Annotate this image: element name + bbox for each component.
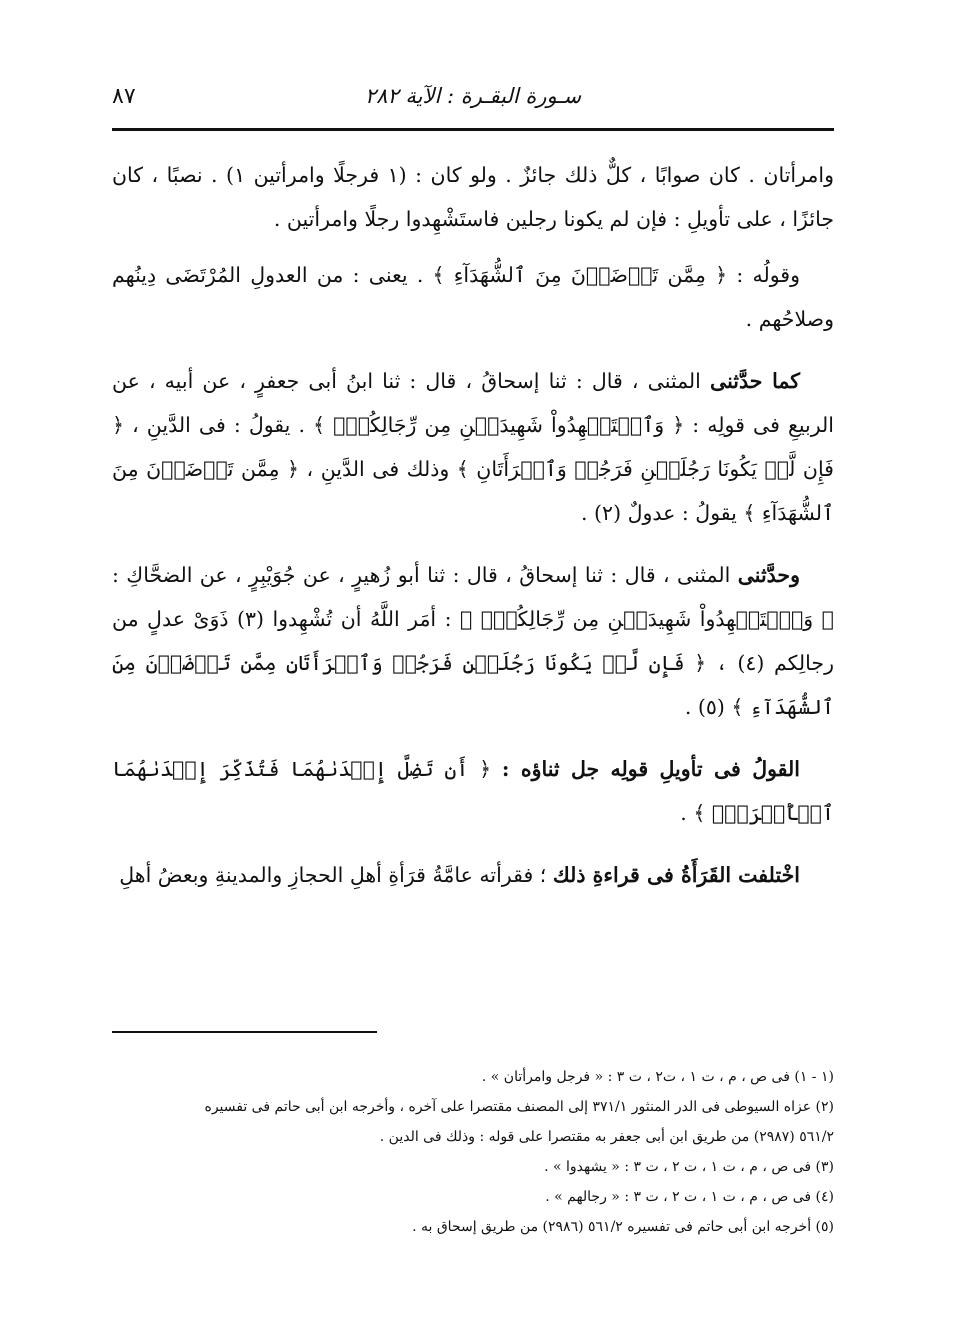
footnote: (٣) فى ص ، م ، ت ١ ، ت ٢ ، ت ٣ : « يشهدوا » . <box>544 1159 834 1175</box>
header-rule <box>112 128 834 131</box>
section-heading: القولُ فى تأويلِ قولِه جل ثناؤه : <box>501 757 800 781</box>
footnotes <box>112 1062 834 1242</box>
paragraph-text: المثنى ، قال : ثنا إسحاقُ ، قال : ثنا ابنُ أبى جعفرٍ ، عن أبيه ، عن الربيعِ فى قولِه : ﴿ وَٱسۡتَشۡهِدُواْ شَهِيدَيۡنِ مِن رِّجَالِكُمۡۖ ﴾ . يقولُ : فى الدَّينِ ، ﴿ فَإِن لَّمۡ يَكُونَا رَجُلَيۡنِ فَرَجُلٞ وَٱمۡرَأَتَانِ ﴾ وذلك فى الدَّينِ ، ﴿ مِمَّن تَرۡضَوۡنَ مِنَ ٱلشُّهَدَآءِ ﴾ يقولُ : عدولٌ (٢) . <box>112 369 834 525</box>
page-header <box>112 78 834 122</box>
footnote-rule <box>112 1031 377 1033</box>
paragraph-text: ؛ فقرأته عامَّةُ قرَأةِ أهلِ الحجازِ والمدينةِ وبعضُ أهلِ <box>119 863 553 887</box>
paragraph <box>112 253 834 341</box>
footnote-continuation: ٥٦١/٢ (٢٩٨٧) من طريق ابن أبى جعفر به مقتصرا على قوله : وذلك فى الدين . <box>379 1129 834 1145</box>
main-text <box>112 153 834 897</box>
paragraph <box>112 553 834 729</box>
paragraph <box>112 359 834 535</box>
running-title: سـورة البقـرة : الآية ٢٨٢ <box>364 84 582 108</box>
section-lead: اخْتلفت القَرَأَةُ فى قراءةِ ذلك <box>552 863 800 887</box>
paragraph <box>112 153 834 241</box>
paragraph-text: المثنى ، قال : ثنا إسحاقُ ، قال : ثنا أبو زُهيرٍ ، عن جُوَيْبِرٍ ، عن الضحَّاكِ : ﴿ وَٱسۡتَشۡهِدُواْ شَهِيدَيۡنِ مِن رِّجَالِكُمۡۖ ﴾ : أمَر اللَّهُ أن تُشْهِدوا (٣) ذَوَىْ عدلٍ من رجالِكم (٤) ، ﴿ فَإِن لَّمۡ يَكُونَا رَجُلَيۡنِ فَرَجُلٞ وَٱمۡرَأَتَانِ مِمَّن تَرۡضَوۡنَ مِنَ ٱلشُّهَدَآءِ ﴾ (٥) . <box>112 563 834 719</box>
paragraph-text: وامرأتان . كان صوابًا ، كلٌّ ذلك جائزٌ . ولو كان : (١ فرجلًا وامرأتين ١) . نصبًا ، كان جائزًا ، على تأويلِ : فإن لم يكونا رجلين فاستَشْهِدوا رجلًا وامرأتين . <box>112 163 835 231</box>
paragraph <box>112 853 834 897</box>
footnote: (٤) فى ص ، م ، ت ١ ، ت ٢ ، ت ٣ : « رجالهم » . <box>545 1189 834 1205</box>
footnote: (٥) أخرجه ابن أبى حاتم فى تفسيره ٥٦١/٢ (٢٩٨٦) من طريق إسحاق به . <box>412 1219 834 1235</box>
paragraph <box>112 747 834 835</box>
footnote: (٢) عزاه السيوطى فى الدر المنثور ٣٧١/١ إلى المصنف مقتصرا على آخره ، وأخرجه ابن أبى حاتم فى تفسيره <box>204 1099 834 1115</box>
isnad-lead: وحدَّثنى <box>737 563 800 587</box>
footnote: (١ - ١) فى ص ، م ، ت ١ ، ت٢ ، ت ٣ : « فرجل وامرأتان » . <box>481 1069 834 1085</box>
page-number: ٨٧ <box>112 84 136 109</box>
paragraph-text: وقولُه : ﴿ مِمَّن تَرۡضَوۡنَ مِنَ ٱلشُّهَدَآءِ ﴾ . يعنى : من العدولِ المُرْتَضَى دِينُهم وصلاحُهم . <box>112 263 834 331</box>
isnad-lead: كما حدَّثنى <box>710 369 801 393</box>
book-page <box>112 78 835 1235</box>
paragraph-text: ﴿ أَن تَضِلَّ إِحۡدَىٰهُمَا فَتُذَكِّرَ إِحۡدَىٰهُمَا ٱلۡأُخۡرَىٰۚ ﴾ . <box>112 757 834 825</box>
